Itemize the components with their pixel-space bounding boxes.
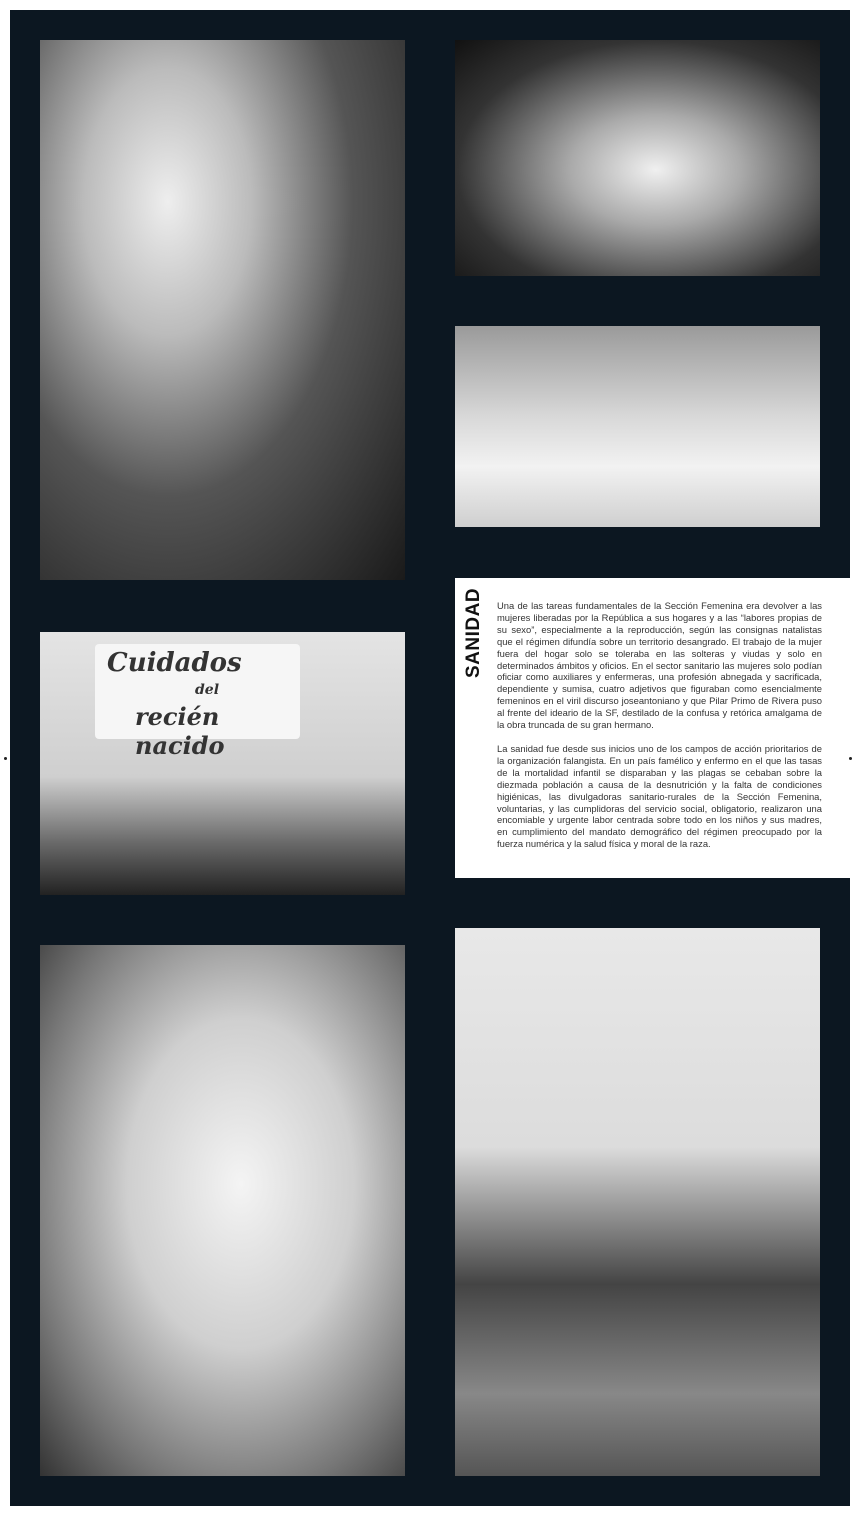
poster-text-line1: Cuidados	[107, 648, 242, 678]
section-title: SANIDAD	[463, 587, 484, 678]
photo-women-with-crying-baby	[455, 40, 820, 276]
newborn-care-poster	[95, 644, 300, 760]
photo-nurses-examining-child	[455, 928, 820, 1476]
poster-text-line3: recién nacido	[135, 702, 225, 760]
paragraph-2: La sanidad fue desde sus inicios uno de los campos de acción prioritarios de la organización falangista. En un país famélico y enfermo en el que las tasas de la mortalidad infantil se disparaban y las plagas se cebaban sobre la diezmada población a causa de la desnutrición y la falta de condiciones higiénicas, las divulgadoras sanitario-rurales de la Sección Femenina, voluntarias, y las cumplidoras del servicio social, obligatorio, realizaron una encomiable y urgente labor centrada sobre todo en los niños y sus madres, en cumplimiento del mandato demográfico del régimen preocupado por la fuerza numérica y la salud física y moral de la raza.	[497, 742, 822, 850]
poster-text-line2: del	[195, 682, 220, 698]
photo-newborn-care-class	[40, 632, 405, 895]
photo-nurses-treating-boy	[40, 40, 405, 580]
photo-nurses-laboratory-glassware	[40, 945, 405, 1476]
registration-mark	[849, 757, 852, 760]
photo-nurse-with-hospital-patient	[455, 326, 820, 527]
paragraph-1: Una de las tareas fundamentales de la Sección Femenina era devolver a las mujeres liberadas por la República a sus hogares y a las “labores propias de su sexo”, especialmente a la reproducción, según las consignas natalistas que el régimen difundía sobre un territorio desangrado. El trabajo de la mujer fuera del hogar solo se toleraba en las solteras y viudas y solo en determinados ámbitos y oficios. En el sector sanitario las mujeres solo podían oficiar como auxiliares y enfermeras, una profesión abnegada y sacrificada, dependiente y sumisa, cuatro adjetivos que figuraban como esencialmente femeninos en el viril discurso joseantoniano y que Pilar Primo de Rivera puso al frente del ideario de la SF, destilado de la confusa y retórica amalgama de la obra truncada de su gran hermano.	[497, 600, 822, 731]
section-body	[497, 600, 822, 862]
registration-mark	[4, 757, 7, 760]
text-panel	[455, 578, 850, 878]
